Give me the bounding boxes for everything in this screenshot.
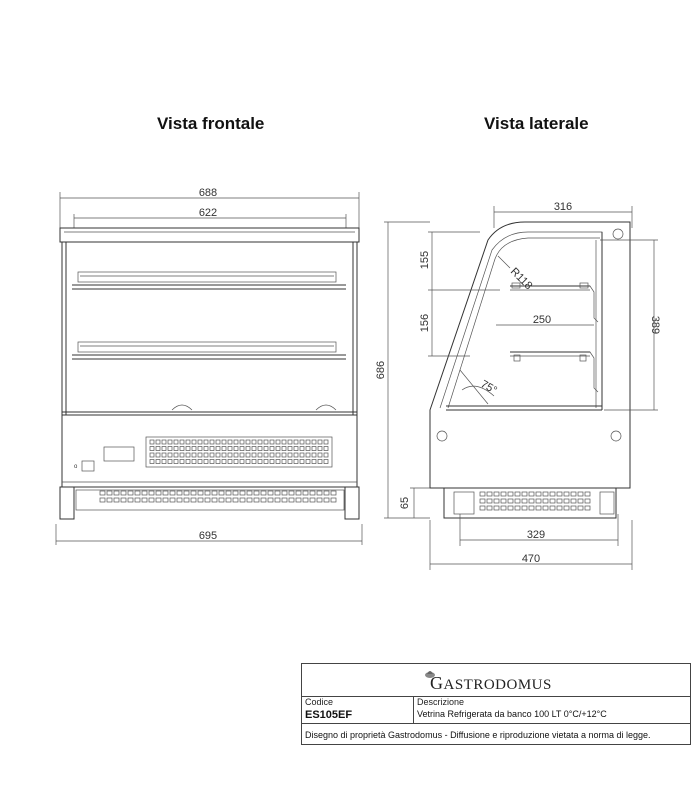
- front-dim-695: 695: [198, 530, 218, 542]
- vent-slot: [226, 498, 231, 502]
- vent-slot: [557, 506, 562, 510]
- vent-slot: [268, 498, 273, 502]
- vent-slot: [170, 498, 175, 502]
- vent-slot: [100, 491, 105, 495]
- vent-slot: [252, 447, 256, 451]
- vent-slot: [254, 498, 259, 502]
- vent-slot: [501, 499, 506, 503]
- vent-slot: [501, 506, 506, 510]
- vent-slot: [186, 440, 190, 444]
- vent-slot: [270, 440, 274, 444]
- vent-slot: [198, 453, 202, 457]
- code-cell: [302, 696, 414, 724]
- vent-slot: [324, 498, 329, 502]
- vent-slot: [210, 447, 214, 451]
- vent-slot: [258, 453, 262, 457]
- vent-slot: [210, 453, 214, 457]
- vent-slot: [264, 440, 268, 444]
- vent-slot: [247, 491, 252, 495]
- vent-slot: [204, 440, 208, 444]
- vent-slot: [198, 491, 203, 495]
- vent-slot: [149, 491, 154, 495]
- vent-slot: [234, 453, 238, 457]
- vent-slot: [487, 492, 492, 496]
- vent-slot: [294, 460, 298, 464]
- vent-slot: [192, 460, 196, 464]
- vent-slot: [522, 499, 527, 503]
- vent-slot: [480, 506, 485, 510]
- vent-slot: [240, 453, 244, 457]
- vent-slot: [294, 447, 298, 451]
- vent-slot: [324, 447, 328, 451]
- vent-slot: [585, 506, 590, 510]
- vent-slot: [487, 499, 492, 503]
- vent-slot: [168, 453, 172, 457]
- vent-slot: [156, 460, 160, 464]
- vent-slot: [100, 498, 105, 502]
- vent-slot: [174, 447, 178, 451]
- vent-slot: [261, 498, 266, 502]
- vent-slot: [264, 460, 268, 464]
- vent-slot: [163, 498, 168, 502]
- vent-slot: [177, 491, 182, 495]
- vent-slot: [550, 499, 555, 503]
- vent-slot: [150, 447, 154, 451]
- vent-slot: [246, 440, 250, 444]
- vent-slot: [536, 499, 541, 503]
- side-dim-329: 329: [526, 529, 546, 541]
- front-dim-622: 622: [198, 207, 218, 219]
- side-view: [375, 201, 661, 570]
- vent-slot: [107, 498, 112, 502]
- vent-slot: [529, 492, 534, 496]
- vent-slot: [306, 447, 310, 451]
- vent-slot: [168, 460, 172, 464]
- vent-slot: [204, 453, 208, 457]
- vent-slot: [191, 491, 196, 495]
- vent-slot: [289, 491, 294, 495]
- vent-slot: [204, 460, 208, 464]
- vent-slot: [233, 491, 238, 495]
- vent-slot: [557, 499, 562, 503]
- vent-slot: [162, 460, 166, 464]
- vent-slot: [264, 453, 268, 457]
- vent-slot: [300, 447, 304, 451]
- vent-slot: [515, 499, 520, 503]
- vent-slot: [150, 460, 154, 464]
- vent-slot: [222, 447, 226, 451]
- vent-slot: [162, 447, 166, 451]
- vent-slot: [228, 447, 232, 451]
- vent-slot: [564, 492, 569, 496]
- vent-slot: [258, 440, 262, 444]
- vent-slot: [186, 447, 190, 451]
- vent-slot: [522, 492, 527, 496]
- vent-slot: [150, 440, 154, 444]
- vent-slot: [318, 447, 322, 451]
- vent-slot: [174, 453, 178, 457]
- vent-slot: [174, 460, 178, 464]
- vent-slot: [212, 491, 217, 495]
- vent-slot: [240, 440, 244, 444]
- vent-slot: [282, 460, 286, 464]
- vent-slot: [107, 491, 112, 495]
- vent-slot: [494, 499, 499, 503]
- vent-slot: [234, 440, 238, 444]
- vent-slot: [318, 460, 322, 464]
- vent-slot: [300, 440, 304, 444]
- vent-slot: [288, 447, 292, 451]
- vent-slot: [264, 447, 268, 451]
- vent-slot: [191, 498, 196, 502]
- vent-slot: [487, 506, 492, 510]
- vent-slot: [515, 492, 520, 496]
- vent-slot: [578, 492, 583, 496]
- vent-slot: [317, 498, 322, 502]
- vent-slot: [198, 460, 202, 464]
- front-grille: [146, 437, 332, 467]
- vent-slot: [240, 447, 244, 451]
- vent-slot: [216, 460, 220, 464]
- vent-slot: [585, 499, 590, 503]
- vent-slot: [270, 460, 274, 464]
- vent-slot: [121, 498, 126, 502]
- vent-slot: [210, 460, 214, 464]
- vent-slot: [135, 491, 140, 495]
- vent-slot: [186, 460, 190, 464]
- vent-slot: [494, 506, 499, 510]
- vent-slot: [228, 440, 232, 444]
- vent-slot: [275, 491, 280, 495]
- vent-slot: [135, 498, 140, 502]
- vent-slot: [282, 491, 287, 495]
- vent-slot: [522, 506, 527, 510]
- vent-slot: [219, 491, 224, 495]
- vent-slot: [233, 498, 238, 502]
- vent-slot: [543, 499, 548, 503]
- vent-slot: [180, 453, 184, 457]
- vent-slot: [240, 491, 245, 495]
- vent-slot: [222, 460, 226, 464]
- vent-slot: [228, 460, 232, 464]
- vent-slot: [317, 491, 322, 495]
- side-dim-65: 65: [399, 496, 411, 510]
- vent-slot: [216, 447, 220, 451]
- vent-slot: [296, 491, 301, 495]
- vent-slot: [162, 453, 166, 457]
- vent-slot: [222, 440, 226, 444]
- vent-slot: [529, 499, 534, 503]
- vent-slot: [571, 506, 576, 510]
- side-dim-316: 316: [553, 201, 573, 213]
- vent-slot: [276, 460, 280, 464]
- vent-slot: [228, 453, 232, 457]
- vent-slot: [246, 460, 250, 464]
- vent-slot: [480, 499, 485, 503]
- side-dim-250: 250: [532, 314, 552, 326]
- vent-slot: [543, 492, 548, 496]
- vent-slot: [324, 453, 328, 457]
- vent-slot: [312, 440, 316, 444]
- vent-slot: [578, 499, 583, 503]
- vent-slot: [184, 498, 189, 502]
- vent-slot: [156, 491, 161, 495]
- vent-slot: [184, 491, 189, 495]
- vent-slot: [294, 453, 298, 457]
- vent-slot: [163, 491, 168, 495]
- vent-slot: [550, 492, 555, 496]
- vent-slot: [149, 498, 154, 502]
- vent-slot: [198, 447, 202, 451]
- title-block-logo-row: [302, 664, 690, 697]
- vent-slot: [246, 453, 250, 457]
- vent-slot: [268, 491, 273, 495]
- vent-slot: [282, 440, 286, 444]
- vent-slot: [252, 440, 256, 444]
- vent-slot: [324, 460, 328, 464]
- vent-slot: [226, 491, 231, 495]
- side-dim-radius: R118: [507, 265, 535, 293]
- vent-slot: [186, 453, 190, 457]
- vent-slot: [288, 440, 292, 444]
- description-cell: [414, 696, 690, 724]
- vent-slot: [156, 453, 160, 457]
- vent-slot: [246, 447, 250, 451]
- vent-slot: [156, 498, 161, 502]
- brand-initial: G: [430, 673, 444, 693]
- vent-slot: [204, 447, 208, 451]
- vent-slot: [508, 506, 513, 510]
- description-label: Descrizione: [417, 697, 465, 707]
- vent-slot: [205, 491, 210, 495]
- vent-slot: [270, 447, 274, 451]
- vent-slot: [536, 492, 541, 496]
- vent-slot: [180, 440, 184, 444]
- vent-slot: [310, 498, 315, 502]
- vent-slot: [282, 453, 286, 457]
- vent-slot: [276, 440, 280, 444]
- front-dim-688: 688: [198, 187, 218, 199]
- vent-slot: [515, 506, 520, 510]
- vent-slot: [288, 453, 292, 457]
- vent-slot: [289, 498, 294, 502]
- vent-slot: [192, 440, 196, 444]
- vent-slot: [174, 440, 178, 444]
- vent-slot: [240, 460, 244, 464]
- vent-slot: [275, 498, 280, 502]
- vent-slot: [258, 460, 262, 464]
- vent-slot: [564, 499, 569, 503]
- vent-slot: [564, 506, 569, 510]
- vent-slot: [296, 498, 301, 502]
- vent-slot: [508, 499, 513, 503]
- front-view-title: Vista frontale: [157, 114, 265, 133]
- vent-slot: [306, 453, 310, 457]
- vent-slot: [294, 440, 298, 444]
- vent-slot: [261, 491, 266, 495]
- vent-slot: [168, 447, 172, 451]
- vent-slot: [306, 460, 310, 464]
- vent-slot: [252, 453, 256, 457]
- vent-slot: [529, 506, 534, 510]
- vent-slot: [180, 447, 184, 451]
- side-dim-156: 156: [419, 313, 431, 333]
- vent-slot: [177, 498, 182, 502]
- vent-slot: [150, 453, 154, 457]
- vent-slot: [234, 460, 238, 464]
- vent-slot: [142, 498, 147, 502]
- vent-slot: [216, 440, 220, 444]
- vent-slot: [276, 453, 280, 457]
- vent-slot: [142, 491, 147, 495]
- vent-slot: [205, 498, 210, 502]
- vent-slot: [114, 498, 119, 502]
- vent-slot: [318, 440, 322, 444]
- vent-slot: [192, 453, 196, 457]
- vent-slot: [219, 498, 224, 502]
- vent-slot: [312, 447, 316, 451]
- vent-slot: [571, 492, 576, 496]
- vent-slot: [258, 447, 262, 451]
- vent-slot: [170, 491, 175, 495]
- vent-slot: [571, 499, 576, 503]
- vent-slot: [270, 453, 274, 457]
- vent-slot: [536, 506, 541, 510]
- vent-slot: [312, 453, 316, 457]
- vent-slot: [156, 440, 160, 444]
- vent-slot: [212, 498, 217, 502]
- description-value: Vetrina Refrigerata da banco 100 LT 0°C/+12°C: [417, 709, 607, 719]
- vent-slot: [494, 492, 499, 496]
- vent-slot: [324, 440, 328, 444]
- side-dim-155: 155: [419, 250, 431, 270]
- side-dim-470: 470: [521, 553, 541, 565]
- side-dim-angle: 75°: [478, 378, 499, 397]
- vent-slot: [168, 440, 172, 444]
- brand-logo: [430, 673, 552, 694]
- vent-slot: [306, 440, 310, 444]
- vent-slot: [331, 491, 336, 495]
- vent-slot: [121, 491, 126, 495]
- vent-slot: [216, 453, 220, 457]
- vent-slot: [550, 506, 555, 510]
- brand-rest: ASTRODOMUS: [443, 677, 552, 693]
- vent-slot: [300, 453, 304, 457]
- vent-slot: [585, 492, 590, 496]
- code-value: ES105EF: [305, 709, 353, 721]
- svg-text:o: o: [74, 464, 78, 470]
- vent-slot: [312, 460, 316, 464]
- vent-slot: [288, 460, 292, 464]
- vent-slot: [128, 498, 133, 502]
- vent-slot: [282, 498, 287, 502]
- vent-slot: [310, 491, 315, 495]
- vent-slot: [300, 460, 304, 464]
- vent-slot: [198, 498, 203, 502]
- vent-slot: [210, 440, 214, 444]
- vent-slot: [303, 491, 308, 495]
- vent-slot: [276, 447, 280, 451]
- vent-slot: [222, 453, 226, 457]
- vent-slot: [578, 506, 583, 510]
- vent-slot: [198, 440, 202, 444]
- vent-slot: [501, 492, 506, 496]
- vent-slot: [162, 440, 166, 444]
- vent-slot: [557, 492, 562, 496]
- vent-slot: [252, 460, 256, 464]
- vent-slot: [114, 491, 119, 495]
- front-view: [56, 187, 362, 545]
- vent-slot: [156, 447, 160, 451]
- code-label: Codice: [305, 697, 334, 707]
- side-dim-686: 686: [375, 360, 387, 380]
- title-block: [301, 663, 691, 745]
- vent-slot: [331, 498, 336, 502]
- side-dim-389: 389: [649, 315, 661, 335]
- vent-slot: [480, 492, 485, 496]
- vent-slot: [234, 447, 238, 451]
- vent-slot: [128, 491, 133, 495]
- copyright-footer: Disegno di proprietà Gastrodomus - Diffusione e riproduzione vietata a norma di legge.: [305, 730, 651, 740]
- vent-slot: [508, 492, 513, 496]
- vent-slot: [180, 460, 184, 464]
- vent-slot: [543, 506, 548, 510]
- vent-slot: [282, 447, 286, 451]
- vent-slot: [240, 498, 245, 502]
- side-view-title: Vista laterale: [484, 114, 589, 133]
- vent-slot: [303, 498, 308, 502]
- vent-slot: [192, 447, 196, 451]
- vent-slot: [247, 498, 252, 502]
- vent-slot: [318, 453, 322, 457]
- vent-slot: [254, 491, 259, 495]
- vent-slot: [324, 491, 329, 495]
